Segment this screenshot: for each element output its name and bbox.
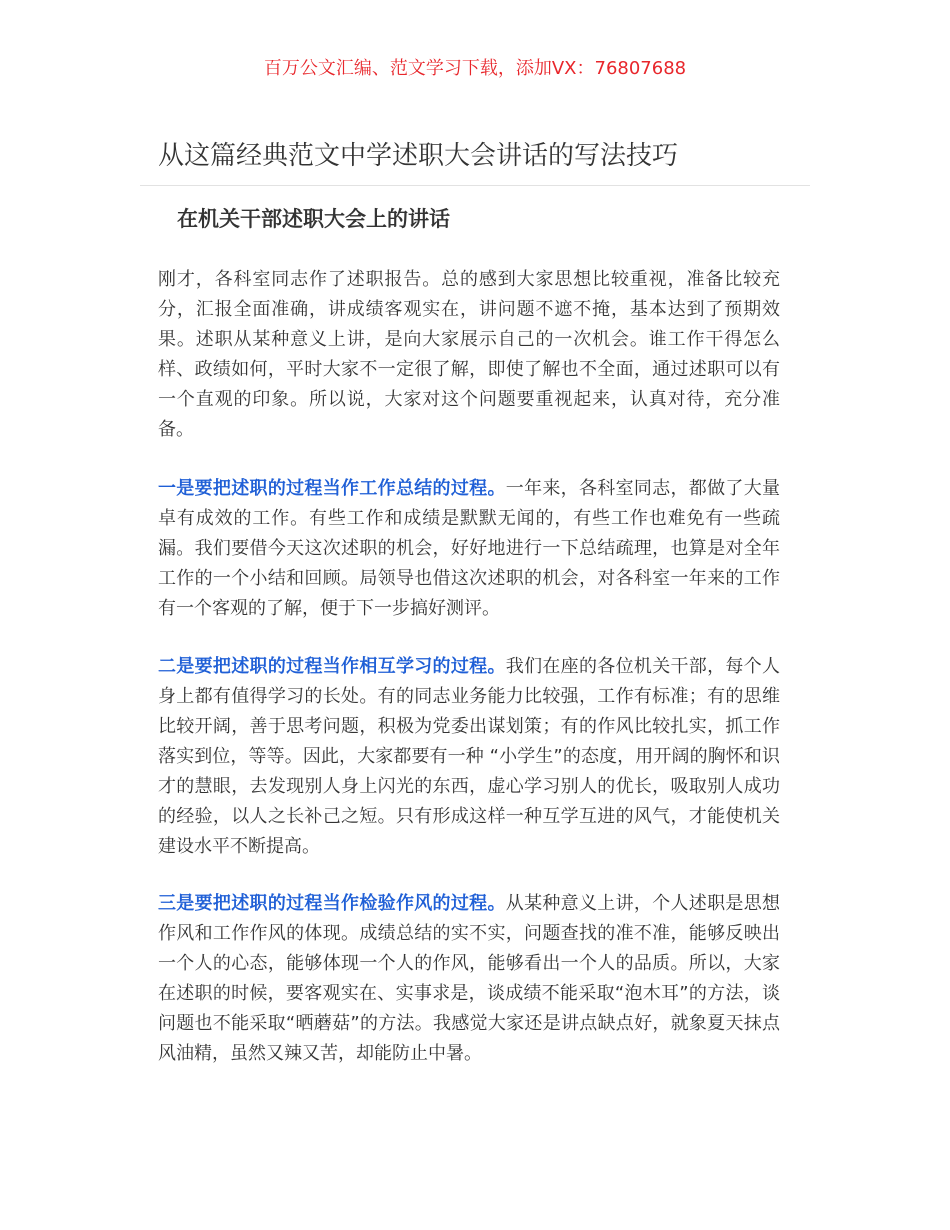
- point-lead-1: 一是要把述职的过程当作工作总结的过程。: [158, 478, 506, 499]
- speech-heading: 在机关干部述职大会上的讲话: [177, 207, 450, 231]
- point-lead-3: 三是要把述职的过程当作检验作风的过程。: [158, 893, 506, 914]
- point-paragraph-1: [158, 474, 780, 624]
- point-paragraph-3: [158, 889, 780, 1069]
- point-lead-2: 二是要把述职的过程当作相互学习的过程。: [158, 656, 506, 677]
- article-title: 从这篇经典范文中学述职大会讲话的写法技巧: [158, 141, 679, 171]
- watermark-banner: 百万公文汇编、范文学习下载，添加VX：76807688: [263, 58, 687, 79]
- point-body-1: 一年来，各科室同志，都做了大量卓有成效的工作。有些工作和成绩是默默无闻的，有些工作也难免有一些疏漏。我们要借今天这次述职的机会，好好地进行一下总结疏理，也算是对全年工作的一个小结和回顾。局领导也借这次述职的机会，对各科室一年来的工作有一个客观的了解，便于下一步搞好测评。: [158, 478, 781, 619]
- point-paragraph-2: [158, 652, 780, 862]
- point-body-2: 我们在座的各位机关干部，每个人身上都有值得学习的长处。有的同志业务能力比较强，工作有标准；有的思维比较开阔，善于思考问题，积极为党委出谋划策；有的作风比较扎实，抓工作落实到位，等等。因此，大家都要有一种 “小学生”的态度，用开阔的胸怀和识才的慧眼，去发现别人身上闪光的东西，虚心学习别人的优长，吸取别人成功的经验，以人之长补己之短。只有形成这样一种互学互进的风气，才能使机关建设水平不断提高。: [158, 656, 781, 857]
- title-divider: [140, 185, 810, 186]
- intro-paragraph: 刚才，各科室同志作了述职报告。总的感到大家思想比较重视，准备比较充分，汇报全面准确，讲成绩客观实在，讲问题不遮不掩，基本达到了预期效果。述职从某种意义上讲，是向大家展示自己的一次机会。谁工作干得怎么样、政绩如何，平时大家不一定很了解，即使了解也不全面，通过述职可以有一个直观的印象。所以说，大家对这个问题要重视起来，认真对待，充分准备。: [158, 269, 780, 440]
- point-body-3: 从某种意义上讲，个人述职是思想作风和工作作风的体现。成绩总结的实不实，问题查找的准不准，能够反映出一个人的心态，能够体现一个人的作风，能够看出一个人的品质。所以，大家在述职的时候，要客观实在、实事求是，谈成绩不能采取“泡木耳”的方法，谈问题也不能采取“晒蘑菇”的方法。我感觉大家还是讲点缺点好，就象夏天抹点风油精，虽然又辣又苦，却能防止中暑。: [158, 893, 781, 1064]
